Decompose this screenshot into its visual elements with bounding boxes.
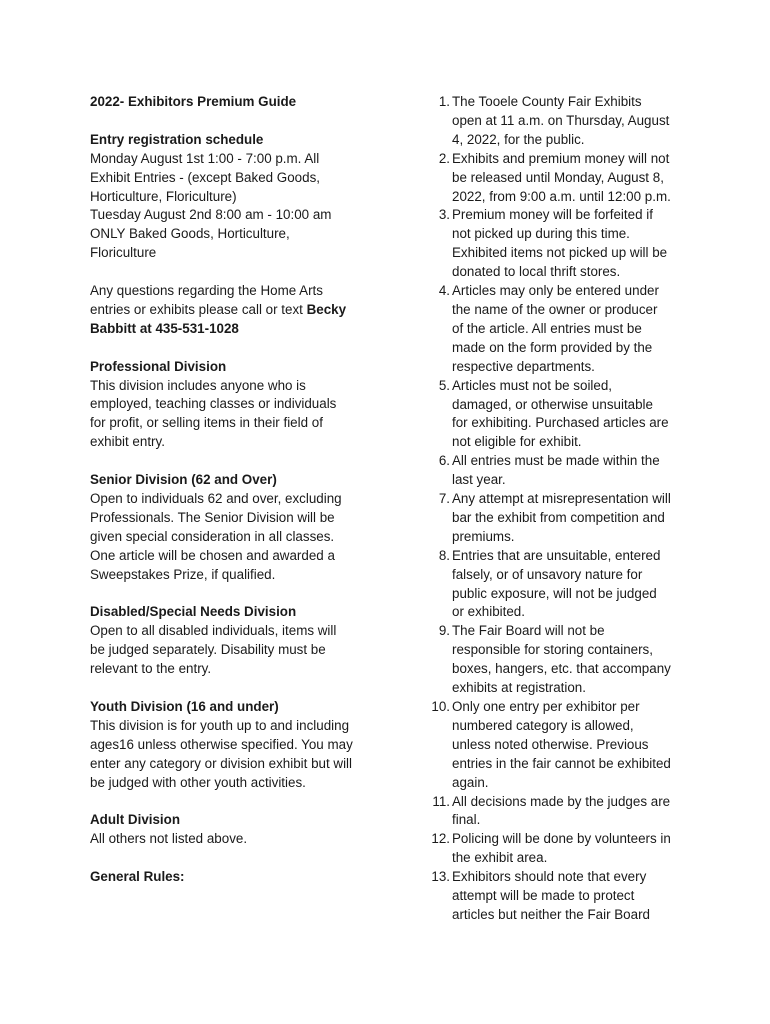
entry-schedule-line: Horticulture, Floriculture) (90, 188, 237, 204)
rule-text-line: falsely, or of unsavory nature for (452, 566, 643, 582)
rule-number: 3. (438, 207, 450, 223)
rule-item (428, 452, 690, 490)
rule-text-line: not eligible for exhibit. (452, 434, 582, 450)
rule-text-line: Articles must not be soiled, (452, 377, 613, 393)
rule-number: 1. (438, 94, 450, 109)
rule-text-line: attempt will be made to protect (452, 888, 635, 904)
rule-number: 2. (438, 150, 450, 166)
rule-text-line: All decisions made by the judges are (452, 793, 671, 809)
rule-item (428, 206, 690, 282)
right-column (428, 93, 690, 925)
rule-text-line: donated to local thrift stores. (452, 264, 621, 280)
rule-number: 11. (432, 793, 450, 809)
entry-schedule-line: Monday August 1st 1:00 - 7:00 p.m. All (90, 150, 320, 166)
rule-text-line: public exposure, will not be judged (452, 585, 657, 601)
rule-item (428, 93, 690, 150)
rule-item (428, 547, 690, 623)
contact-line: Any questions regarding the Home Arts (90, 283, 323, 299)
rule-text-line: entries in the fair cannot be exhibited (452, 755, 671, 771)
rule-text-line: not picked up during this time. (452, 226, 630, 242)
rule-text-line: open at 11 a.m. on Thursday, August (452, 112, 670, 128)
senior-division-line: Sweepstakes Prize, if qualified. (90, 566, 276, 582)
rule-number: 13. (431, 869, 450, 885)
rule-text-line: the exhibit area. (452, 850, 548, 866)
entry-schedule-line: Tuesday August 2nd 8:00 am - 10:00 am (90, 207, 332, 223)
rule-text-line: last year. (452, 472, 506, 488)
rule-text-line: of the article. All entries must be (452, 320, 642, 336)
adult-division-line: All others not listed above. (90, 831, 248, 847)
rule-text-line: Premium money will be forfeited if (452, 207, 653, 223)
rule-text-line: articles but neither the Fair Board (452, 906, 650, 922)
entry-schedule-heading: Entry registration schedule (90, 131, 264, 147)
left-column (90, 93, 390, 887)
disabled-division-line: relevant to the entry. (90, 661, 212, 677)
rule-text-line: Entries that are unsuitable, entered (452, 547, 661, 563)
rule-text-line: Exhibited items not picked up will be (452, 245, 668, 261)
rule-text-line: The Tooele County Fair Exhibits (452, 94, 642, 109)
professional-division-heading: Professional Division (90, 358, 227, 374)
youth-division-section (90, 698, 390, 793)
rule-number: 7. (438, 491, 450, 507)
rule-text-line: for exhibiting. Purchased articles are (452, 415, 669, 431)
rule-item (428, 622, 690, 698)
professional-division-line: for profit, or selling items in their field of (90, 415, 323, 431)
rule-item (428, 377, 690, 453)
rule-item (428, 830, 690, 868)
rule-item (428, 150, 690, 207)
senior-division-heading: Senior Division (62 and Over) (90, 472, 277, 488)
rule-text-line: All entries must be made within the (452, 453, 660, 469)
contact-section (90, 282, 390, 339)
entry-schedule-section (90, 131, 390, 263)
senior-division-line: given special consideration in all classes. (90, 528, 335, 544)
contact-line: entries or exhibits please call or text Becky (90, 301, 347, 317)
rule-text-line: again. (452, 774, 489, 790)
rule-text-line: damaged, or otherwise unsuitable (452, 396, 653, 412)
rule-text-line: Any attempt at misrepresentation will (452, 491, 671, 507)
professional-division-line: employed, teaching classes or individuals (90, 396, 337, 412)
senior-division-line: One article will be chosen and awarded a (90, 547, 335, 563)
professional-division-line: This division includes anyone who is (90, 377, 306, 393)
senior-division-section (90, 471, 390, 584)
rule-text-line: unless noted otherwise. Previous (452, 736, 649, 752)
general-rules-heading: General Rules: (90, 869, 185, 885)
adult-division-section (90, 811, 390, 849)
rule-text-line: numbered category is allowed, (452, 717, 634, 733)
disabled-division-section (90, 603, 390, 679)
rule-text-line: bar the exhibit from competition and (452, 509, 665, 525)
disabled-division-heading: Disabled/Special Needs Division (90, 604, 297, 620)
youth-division-heading: Youth Division (16 and under) (90, 698, 279, 714)
rule-text-line: final. (452, 812, 481, 828)
document-title: 2022- Exhibitors Premium Guide (90, 94, 297, 109)
general-rules-list (428, 93, 690, 925)
senior-division-line: Professionals. The Senior Division will be (90, 509, 335, 525)
rule-item (428, 282, 690, 377)
entry-schedule-line: ONLY Baked Goods, Horticulture, (90, 226, 290, 242)
rule-number: 9. (438, 623, 450, 639)
rule-number: 8. (438, 547, 450, 563)
rule-item (428, 698, 690, 793)
rule-text-line: premiums. (452, 528, 515, 544)
rule-text-line: Articles may only be entered under (452, 283, 659, 299)
rule-text-line: exhibits at registration. (452, 680, 586, 696)
disabled-division-line: be judged separately. Disability must be (90, 642, 326, 658)
disabled-division-line: Open to all disabled individuals, items will (90, 623, 337, 639)
senior-division-line: Open to individuals 62 and over, excluding (90, 490, 342, 506)
rule-text-line: 4, 2022, for the public. (452, 131, 585, 147)
rule-text-line: Policing will be done by volunteers in (452, 831, 671, 847)
rule-text-line: respective departments. (452, 358, 595, 374)
youth-division-line: This division is for youth up to and including (90, 717, 350, 733)
youth-division-line: be judged with other youth activities. (90, 774, 306, 790)
rule-text-line: the name of the owner or producer (452, 301, 658, 317)
rule-item (428, 490, 690, 547)
rule-text-line: responsible for storing containers, (452, 642, 653, 658)
youth-division-line: ages16 unless otherwise specified. You may (90, 736, 353, 752)
adult-division-heading: Adult Division (90, 812, 181, 828)
rule-text-line: 2022, from 9:00 a.m. until 12:00 p.m. (452, 188, 671, 204)
professional-division-section (90, 358, 390, 453)
rule-item (428, 793, 690, 831)
entry-schedule-line: Exhibit Entries - (except Baked Goods, (90, 169, 320, 185)
rule-text-line: or exhibited. (452, 604, 525, 620)
entry-schedule-line: Floriculture (90, 245, 157, 261)
rule-text-line: boxes, hangers, etc. that accompany (452, 661, 671, 677)
rule-number: 4. (438, 283, 450, 299)
rule-number: 12. (431, 831, 450, 847)
rule-text-line: made on the form provided by the (452, 339, 653, 355)
contact-phone: Babbitt at 435-531-1028 (90, 320, 239, 336)
rule-text-line: Only one entry per exhibitor per (452, 699, 640, 714)
rule-number: 6. (438, 453, 450, 469)
professional-division-line: exhibit entry. (90, 434, 165, 450)
rule-number: 5. (438, 377, 450, 393)
rule-text-line: be released until Monday, August 8, (452, 169, 664, 185)
general-rules-section (90, 868, 390, 887)
rule-text-line: Exhibitors should note that every (452, 869, 647, 885)
contact-name: Becky (306, 301, 347, 317)
rule-text-line: Exhibits and premium money will not (452, 150, 670, 166)
youth-division-line: enter any category or division exhibit but will (90, 755, 352, 771)
rule-text-line: The Fair Board will not be (452, 623, 605, 639)
rule-number: 10. (431, 699, 450, 714)
rule-item (428, 868, 690, 925)
